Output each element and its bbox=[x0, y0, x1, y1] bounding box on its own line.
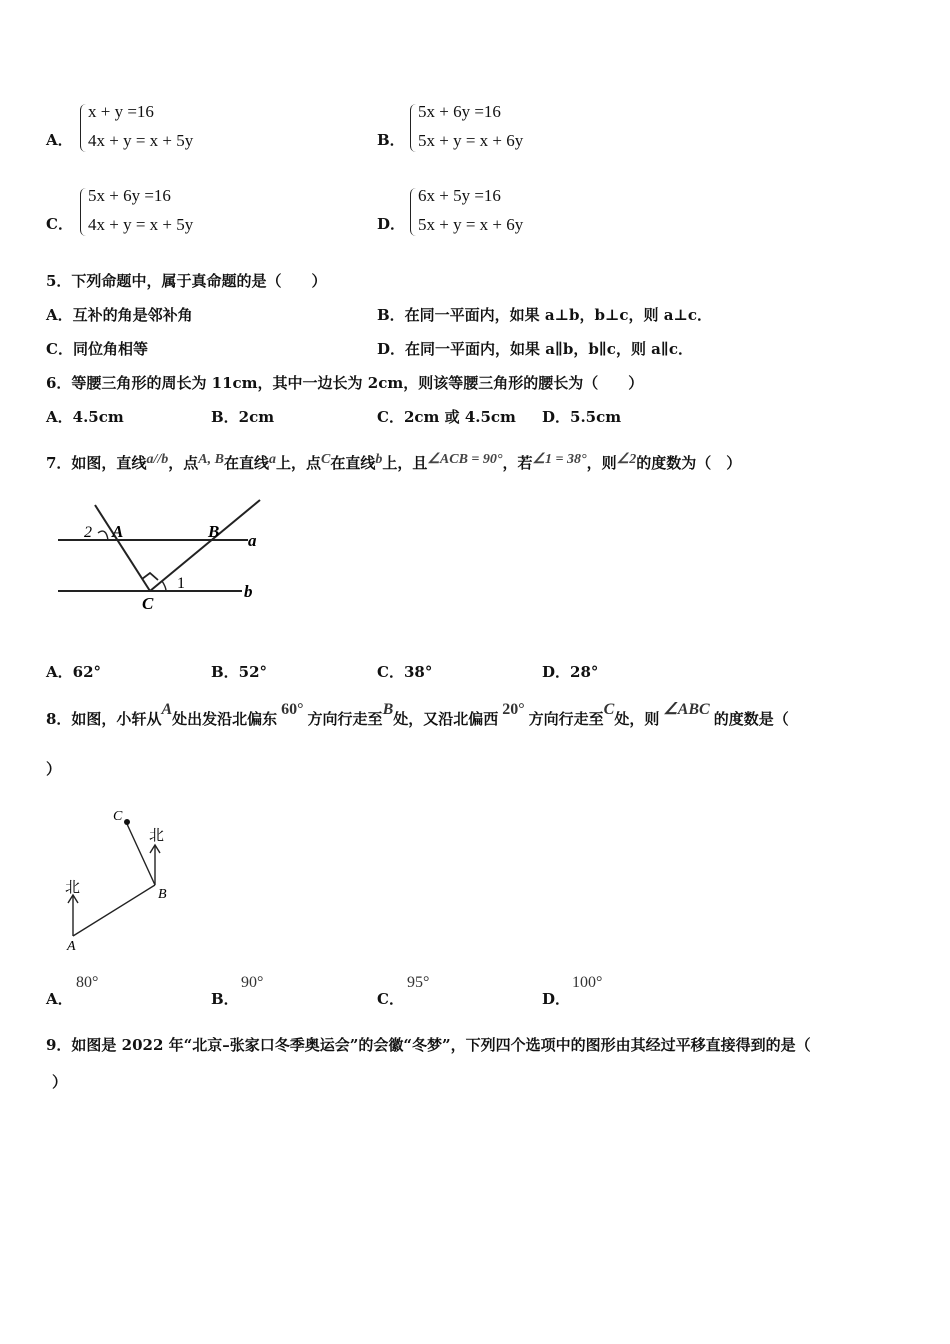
label-1: 1 bbox=[177, 575, 185, 592]
math-fragment: b bbox=[375, 452, 383, 467]
option-label: B． bbox=[377, 131, 405, 149]
equation: 5x + 6y =16 bbox=[88, 186, 171, 205]
math-fragment: ∠ABC bbox=[663, 701, 710, 718]
math-fragment: ∠1 = 38° bbox=[532, 452, 587, 467]
q6-option-a: A．4.5cm bbox=[46, 408, 124, 426]
brace bbox=[410, 104, 418, 152]
math-fragment: C bbox=[603, 701, 615, 718]
q8-stem-close: ） bbox=[46, 760, 62, 778]
stem-text: 的度数是（ bbox=[713, 710, 789, 728]
stem-text: 8．如图，小轩从 bbox=[46, 710, 162, 728]
label-c-point: C bbox=[142, 594, 154, 613]
stem-text: 处，则 bbox=[614, 710, 660, 728]
q8-stem bbox=[46, 701, 789, 729]
stem-text: ，则 bbox=[586, 454, 617, 472]
label-line-a: a bbox=[248, 531, 257, 550]
equation: 5x + 6y =16 bbox=[418, 102, 501, 121]
brace bbox=[410, 188, 418, 236]
stem-text: 上，且 bbox=[382, 454, 428, 472]
q6-option-c: C．2cm 或 4.5cm bbox=[377, 408, 516, 426]
option-value: 90° bbox=[241, 974, 264, 991]
q6-option-d: D．5.5cm bbox=[542, 408, 622, 426]
option-value: 100° bbox=[572, 974, 603, 991]
q5-option-a: A．互补的角是邻补角 bbox=[46, 306, 193, 324]
math-fragment: 20° bbox=[502, 701, 525, 718]
math-fragment: 60° bbox=[281, 701, 304, 718]
label-2: 2 bbox=[84, 524, 92, 541]
math-fragment: a//b bbox=[146, 452, 169, 467]
angle-2-arc bbox=[98, 531, 108, 540]
point-c bbox=[124, 819, 130, 825]
brace bbox=[80, 104, 88, 152]
q6-option-b: B．2cm bbox=[211, 408, 275, 426]
q7-figure bbox=[50, 495, 280, 620]
label-b-point: B bbox=[208, 522, 220, 541]
right-angle-mark bbox=[142, 573, 158, 580]
stem-text: 在直线 bbox=[223, 454, 269, 472]
north-label-b: 北 bbox=[149, 828, 165, 844]
q7-option-d: D．28° bbox=[542, 663, 599, 681]
equation: 5x + y = x + 6y bbox=[418, 131, 524, 150]
stem-text: 方向行走至 bbox=[528, 710, 604, 728]
q7-option-a: A．62° bbox=[46, 663, 102, 681]
stem-text: 处，又沿北偏西 bbox=[393, 710, 499, 728]
math-fragment: B bbox=[382, 701, 394, 718]
option-value: 80° bbox=[76, 974, 99, 991]
q7-stem bbox=[46, 452, 741, 473]
q9-stem-close: ） bbox=[52, 1073, 68, 1091]
equation: 6x + 5y =16 bbox=[418, 186, 501, 205]
equation: x + y =16 bbox=[88, 102, 154, 121]
label-b-point: B bbox=[158, 887, 167, 902]
stem-text: 在直线 bbox=[330, 454, 376, 472]
q5-option-b: B．在同一平面内，如果 a⊥b，b⊥c，则 a⊥c． bbox=[377, 306, 713, 324]
option-value: 95° bbox=[407, 974, 430, 991]
option-label: B． bbox=[211, 990, 239, 1008]
stem-text: 处出发沿北偏东 bbox=[172, 710, 278, 728]
math-fragment: a bbox=[268, 452, 276, 467]
angle-1-arc bbox=[162, 581, 166, 591]
q7-option-c: C．38° bbox=[377, 663, 433, 681]
q5-option-c: C．同位角相等 bbox=[46, 340, 148, 358]
q5-option-d: D．在同一平面内，如果 a∥b，b∥c，则 a∥c． bbox=[377, 340, 693, 358]
option-label: C． bbox=[377, 990, 404, 1008]
stem-text: 上，点 bbox=[275, 454, 321, 472]
stem-text: ，点 bbox=[168, 454, 199, 472]
stem-text: 方向行走至 bbox=[307, 710, 383, 728]
equation: 5x + y = x + 6y bbox=[418, 215, 524, 234]
q8-figure bbox=[55, 800, 185, 960]
math-fragment: ∠2 bbox=[616, 452, 637, 467]
segment-cb bbox=[150, 500, 260, 591]
math-fragment: A, B bbox=[198, 452, 224, 467]
equation: 4x + y = x + 5y bbox=[88, 215, 194, 234]
stem-text: 7．如图，直线 bbox=[46, 454, 147, 472]
q6-stem: 6．等腰三角形的周长为 11cm，其中一边长为 2cm，则该等腰三角形的腰长为（ ） bbox=[46, 374, 644, 392]
label-c-point: C bbox=[113, 809, 123, 824]
math-fragment: ∠ACB = 90° bbox=[427, 452, 503, 467]
stem-text: 的度数为（ ） bbox=[636, 454, 742, 472]
option-label: D． bbox=[377, 215, 406, 233]
label-a-point: A bbox=[67, 939, 76, 954]
brace bbox=[80, 188, 88, 236]
math-fragment: C bbox=[320, 452, 331, 467]
equation: 4x + y = x + 5y bbox=[88, 131, 194, 150]
q5-stem: 5．下列命题中，属于真命题的是（ ） bbox=[46, 272, 327, 290]
option-label: A． bbox=[46, 131, 73, 149]
math-fragment: A bbox=[161, 701, 173, 718]
q9-stem: 9．如图是 2022 年“北京–张家口冬季奥运会”的会徽“冬梦”，下列四个选项中的图形由其经过平移直接得到的是（ bbox=[46, 1036, 811, 1054]
label-line-b: b bbox=[244, 582, 253, 601]
label-a-point: A bbox=[112, 522, 124, 541]
option-label: D． bbox=[542, 990, 571, 1008]
option-label: A． bbox=[46, 990, 73, 1008]
option-label: C． bbox=[46, 215, 73, 233]
north-label-a: 北 bbox=[65, 880, 81, 896]
q7-option-b: B．52° bbox=[211, 663, 268, 681]
path-ab bbox=[73, 885, 155, 936]
stem-text: ，若 bbox=[502, 454, 533, 472]
